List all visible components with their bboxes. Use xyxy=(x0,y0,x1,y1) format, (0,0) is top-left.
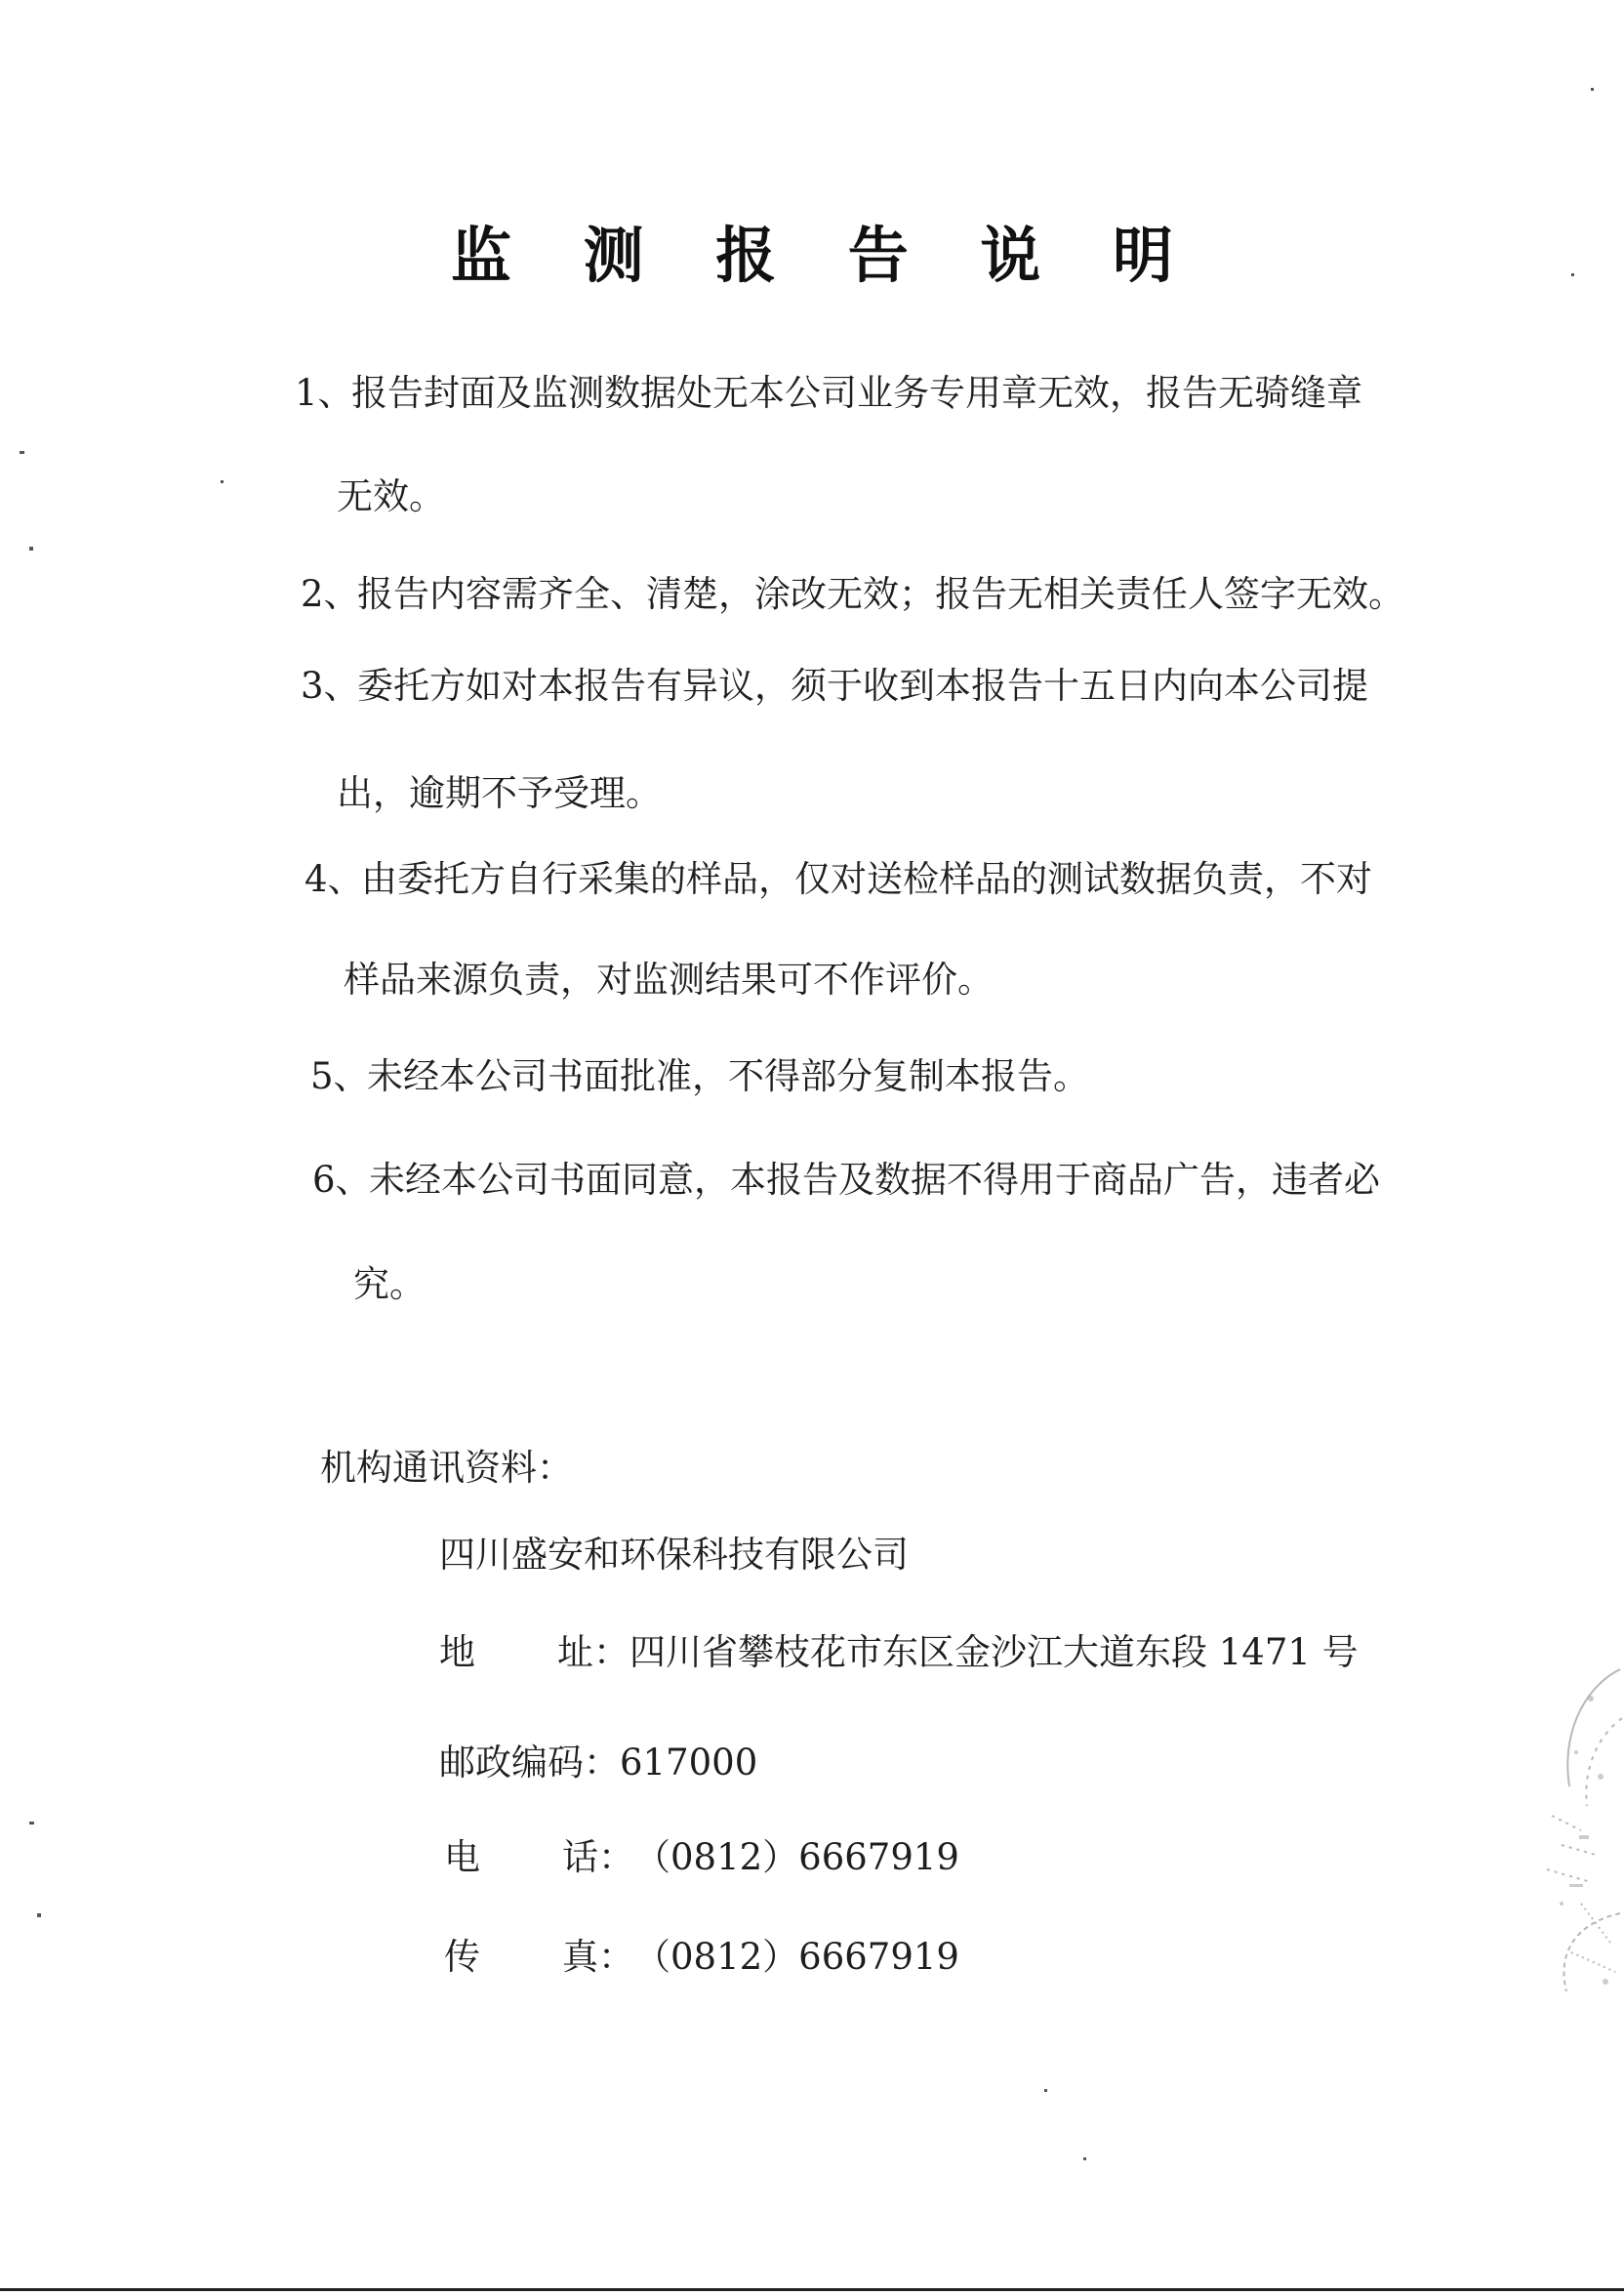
notice-item-6-cont xyxy=(353,1254,426,1307)
address-value: 四川省攀枝花市东区金沙江大道东段 1471 号 xyxy=(629,1631,1359,1673)
page-title: 监 测 报 告 说 明 xyxy=(451,220,1198,291)
postcode-row xyxy=(439,1733,757,1785)
company-name: 四川盛安和环保科技有限公司 xyxy=(439,1534,909,1576)
notice-item-1 xyxy=(295,363,1362,416)
scan-speck xyxy=(29,547,33,551)
contact-heading: 机构通讯资料： xyxy=(320,1447,573,1489)
scan-speck xyxy=(37,1913,41,1917)
phone-label-a: 电 xyxy=(444,1836,480,1878)
phone-row xyxy=(444,1827,959,1880)
item-text-continued: 无效。 xyxy=(337,475,445,517)
notice-item-2 xyxy=(301,564,1404,617)
scan-speck xyxy=(20,451,24,454)
item-number: 5、 xyxy=(310,1055,370,1097)
notice-item-5 xyxy=(310,1046,1089,1099)
scan-speck xyxy=(1044,2089,1047,2092)
notice-item-3 xyxy=(301,656,1368,709)
postcode-value: 617000 xyxy=(620,1742,758,1784)
address-label-a: 地 xyxy=(439,1631,475,1673)
notice-item-4-cont xyxy=(344,950,994,1003)
item-text: 未经本公司书面同意，本报告及数据不得用于商品广告，违者必 xyxy=(369,1159,1380,1201)
phone-value: （0812）6667919 xyxy=(634,1836,959,1878)
item-text: 报告封面及监测数据处无本公司业务专用章无效，报告无骑缝章 xyxy=(351,372,1362,414)
item-text-continued: 出，逾期不予受理。 xyxy=(337,772,662,814)
scan-speck xyxy=(1083,2157,1086,2160)
scan-speck xyxy=(29,1822,34,1824)
notice-item-1-cont xyxy=(337,467,445,519)
seal-stamp-fragment xyxy=(1522,1660,1624,2011)
item-text-continued: 样品来源负责，对监测结果可不作评价。 xyxy=(344,959,994,1001)
item-number: 2、 xyxy=(301,573,360,615)
item-number: 1、 xyxy=(295,372,354,414)
item-text: 报告内容需齐全、清楚，涂改无效；报告无相关责任人签字无效。 xyxy=(357,573,1404,615)
scan-speck xyxy=(221,480,223,483)
notice-item-4 xyxy=(304,849,1372,902)
item-text-continued: 究。 xyxy=(353,1263,426,1305)
scan-speck xyxy=(1571,273,1574,276)
bottom-border-line xyxy=(0,2288,1624,2291)
item-number: 3、 xyxy=(301,665,360,707)
address-label-b: 址： xyxy=(557,1631,629,1673)
notice-item-3-cont xyxy=(337,763,662,816)
phone-label-b: 话： xyxy=(562,1836,634,1878)
item-number: 6、 xyxy=(312,1159,372,1201)
item-text: 未经本公司书面批准，不得部分复制本报告。 xyxy=(367,1055,1089,1097)
item-text: 委托方如对本报告有异议，须于收到本报告十五日内向本公司提 xyxy=(357,665,1368,707)
postcode-label: 邮政编码： xyxy=(439,1742,620,1784)
fax-label-a: 传 xyxy=(444,1936,480,1978)
scan-speck xyxy=(1591,88,1594,91)
address-row xyxy=(439,1622,1359,1675)
item-number: 4、 xyxy=(304,858,364,900)
fax-value: （0812）6667919 xyxy=(634,1936,959,1978)
notice-item-6 xyxy=(312,1150,1380,1203)
fax-label-b: 真： xyxy=(562,1936,634,1978)
item-text: 由委托方自行采集的样品，仅对送检样品的测试数据负责，不对 xyxy=(361,858,1372,900)
fax-row xyxy=(444,1927,959,1980)
